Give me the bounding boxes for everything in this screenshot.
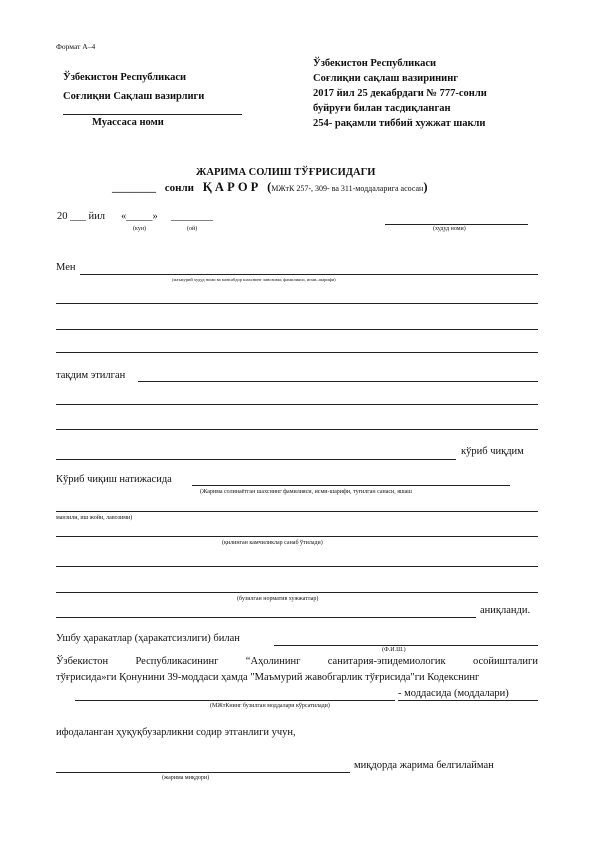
soni-word: сонли: [164, 182, 194, 194]
law-word-1: Ўзбекистон: [56, 656, 109, 667]
natija-caption: (Жарима солинаётган шахснинг фамилияси, исми-шарифи, туғилган санаси, яшаш: [200, 489, 412, 495]
deficiency-caption: (қилинган камчиликлар санаб ўтилади): [222, 540, 323, 546]
blank-line-3[interactable]: [56, 352, 538, 353]
articles-line-tail: [398, 700, 538, 701]
law-line-1: [56, 656, 538, 667]
taqdim-line[interactable]: [138, 381, 538, 382]
men-label: Мен: [56, 262, 76, 273]
articles-line[interactable]: [75, 700, 395, 701]
deficiency-line[interactable]: [56, 536, 538, 537]
blank-line-4[interactable]: [56, 404, 538, 405]
month-caption: (ой): [187, 226, 198, 232]
title-second-line: [112, 180, 427, 195]
law-word-4: санитария-эпидемиологик: [327, 656, 446, 667]
blank-line-2[interactable]: [56, 329, 538, 330]
aniqlandi-line[interactable]: [56, 617, 476, 618]
blank-line-6[interactable]: [56, 566, 538, 567]
left-header-country: Ўзбекистон Республикаси: [63, 72, 187, 83]
month-field[interactable]: ________: [171, 211, 213, 222]
institution-name-line[interactable]: [63, 114, 242, 115]
right-header-line3: 2017 йил 25 декабрдаги № 777-сонли: [313, 88, 487, 99]
format-label: Формат А–4: [56, 42, 96, 51]
official-caption: (маъмурий худуд номи ва мансабдор шахснинг лавозими, фамилияси, исми–шарифи): [172, 277, 336, 282]
natija-label: Кўриб чиқиш натижасида: [56, 474, 172, 485]
day-caption: (кун): [133, 226, 147, 232]
reviewed-line[interactable]: [56, 459, 456, 460]
basis-text: МЖтК 257-, 309- ва 311-моддаларига асосан: [271, 184, 424, 193]
blank-line-5[interactable]: [56, 429, 538, 430]
day-field[interactable]: «_____»: [121, 211, 158, 222]
taqdim-label: тақдим этилган: [56, 370, 126, 381]
natija-line[interactable]: [192, 485, 510, 486]
institution-name-label: Муассаса номи: [92, 117, 164, 128]
natija-line-2[interactable]: [56, 511, 538, 512]
region-caption: (худуд номи): [433, 226, 466, 232]
law-word-3: “Аҳолининг: [245, 656, 301, 667]
basis-open: (: [267, 180, 272, 194]
right-header-line4: буйруғи билан тасдиқланган: [313, 103, 451, 114]
law-word-5: осойишталиги: [472, 656, 538, 667]
qaror-word: Қ А Р О Р: [202, 180, 259, 194]
document-title: ЖАРИМА СОЛИШ ТЎҒРИСИДАГИ: [196, 167, 376, 178]
normative-line[interactable]: [56, 592, 538, 593]
fine-amount-line[interactable]: [56, 772, 350, 773]
basis-close: ): [423, 180, 428, 194]
aniqlandi-label: аниқланди.: [480, 605, 531, 616]
law-word-2: Республикасининг: [135, 656, 219, 667]
blank-line-1[interactable]: [56, 303, 538, 304]
fish-line[interactable]: [274, 645, 538, 646]
right-header-line5: 254- рақамли тиббий хужжат шакли: [313, 118, 486, 129]
fish-caption: (Ф.И.Ш.): [382, 647, 406, 653]
decision-number-blank[interactable]: ________: [112, 182, 156, 194]
articles-caption: (МЖтКнинг бузилган моддалари кўрсатилади): [210, 703, 330, 709]
left-header-ministry: Соғлиқни Сақлаш вазирлиги: [63, 91, 205, 102]
law-line-2: тўғрисида»ги Қонунини 39-моддаси ҳамда "Маъмурий жавобгарлик тўғрисида"ги Кодекснинг: [56, 672, 480, 683]
action-label: Ушбу ҳаракатлар (ҳаракатсизлиги) билан: [56, 633, 240, 644]
official-line[interactable]: [80, 274, 538, 275]
right-header-line2: Соғлиқни сақлаш вазирининг: [313, 73, 459, 84]
right-header-line1: Ўзбекистон Республикаси: [313, 58, 437, 69]
region-name-line[interactable]: [385, 224, 528, 225]
natija-caption-2: манзили, иш жойи, лавозими): [56, 515, 133, 521]
reviewed-label: кўриб чиқдим: [461, 446, 524, 457]
normative-caption: (бузилган норматив хужжатлар): [237, 596, 319, 602]
modda-suffix: - моддасида (моддалари): [398, 688, 509, 699]
fine-text: миқдорда жарима белгилайман: [354, 760, 494, 771]
violation-text: ифодаланган ҳуқуқбузарликни содир этганлиги учун,: [56, 727, 296, 738]
year-field[interactable]: 20 ___ йил: [57, 211, 105, 222]
fine-caption: (жарима миқдори): [162, 775, 210, 781]
